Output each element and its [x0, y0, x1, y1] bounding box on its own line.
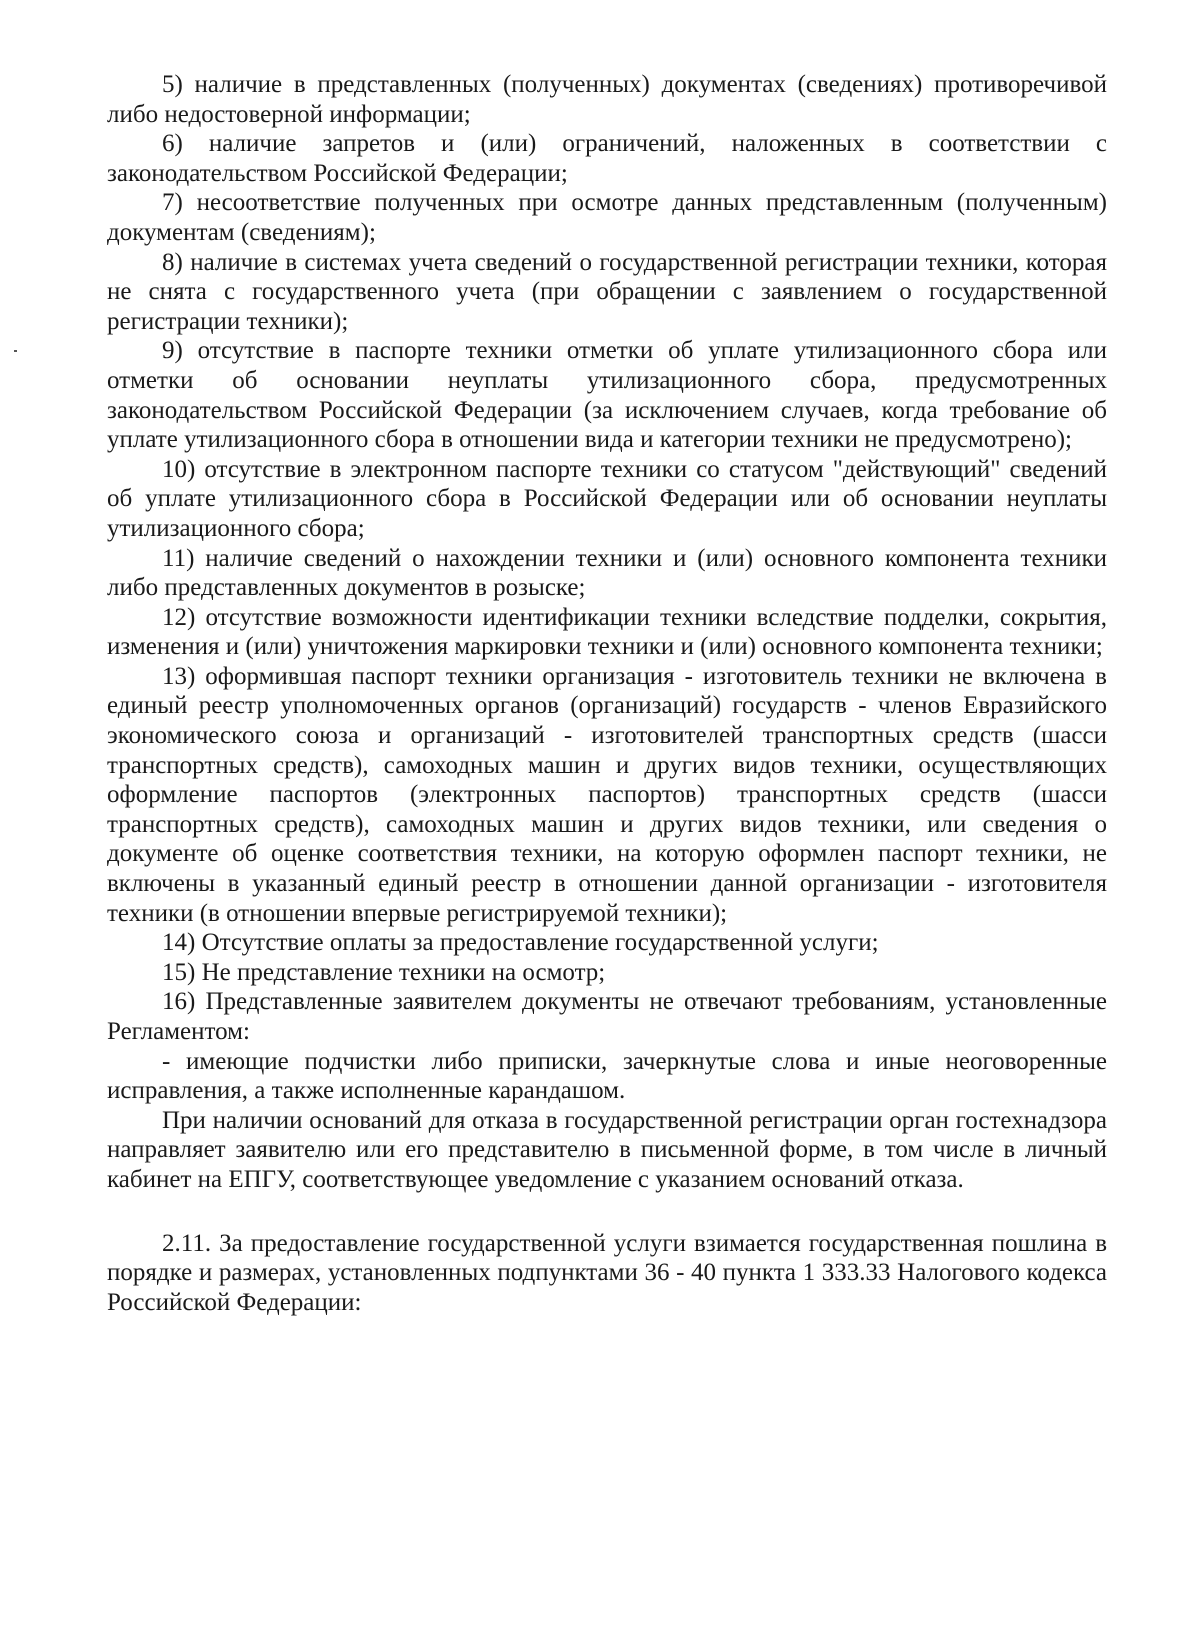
- item-13: 13) оформившая паспорт техники организация - изготовитель техники не включена в единый реестр уполномоченных органов (организаций) государств - членов Евразийского экономического союза и организаций - изготовителей транспортных средств (шасси транспортных средств), самоходных машин и других видов техники, осуществляющих оформление паспортов (электронных паспортов) транспортных средств (шасси транспортных средств), самоходных машин и других видов техники, или сведения о документе об оценке соответствия техники, на которую оформлен паспорт техники, не включены в указанный единый реестр в отношении данной организации - изготовителя техники (в отношении впервые регистрируемой техники);: [107, 662, 1107, 927]
- item-6: 6) наличие запретов и (или) ограничений, наложенных в соответствии с законодательством Российской Федерации;: [107, 130, 1107, 187]
- item-15: 15) Не представление техники на осмотр;: [162, 958, 606, 986]
- item-7: 7) несоответствие полученных при осмотре данных представленным (полученным) документам (сведениям);: [107, 189, 1107, 246]
- item-5: 5) наличие в представленных (полученных) документах (сведениях) противоречивой либо недостоверной информации;: [107, 71, 1107, 128]
- document-page: [107, 70, 1107, 1317]
- item-10: 10) отсутствие в электронном паспорте техники со статусом "действующий" сведений об уплате утилизационного сбора в Российской Федерации или об основании неуплаты утилизационного сбора;: [107, 455, 1107, 542]
- item-8: 8) наличие в системах учета сведений о государственной регистрации техники, которая не снята с государственного учета (при обращении с заявлением о государственной регистрации техники);: [107, 248, 1107, 335]
- section-2-11-paragraph: 2.11. За предоставление государственной услуги взимается государственная пошлина в порядке и размерах, установленных подпунктами 36 - 40 пункта 1 333.33 Налогового кодекса Российской Федерации:: [107, 1229, 1107, 1316]
- item-16: 16) Представленные заявителем документы не отвечают требованиям, установленные Регламентом:: [107, 988, 1107, 1045]
- item-12: 12) отсутствие возможности идентификации техники вследствие подделки, сокрытия, изменения и (или) уничтожения маркировки техники и (или) основного компонента техники;: [107, 603, 1107, 661]
- item-14: 14) Отсутствие оплаты за предоставление государственной услуги;: [162, 929, 879, 957]
- item-16-subitem: - имеющие подчистки либо приписки, зачеркнутые слова и иные неоговоренные исправления, а также исполненные карандашом.: [107, 1047, 1107, 1105]
- item-9: 9) отсутствие в паспорте техники отметки об уплате утилизационного сбора или отметки об основании неуплаты утилизационного сбора, предусмотренных законодательством Российской Федерации (за исключением случаев, когда требование об уплате утилизационного сбора в отношении вида и категории техники не предусмотрено);: [107, 337, 1107, 454]
- refusal-notice-paragraph: При наличии оснований для отказа в государственной регистрации орган гостехнадзора направляет заявителю или его представителю в письменной форме, в том числе в личный кабинет на ЕПГУ, соответствующее уведомление с указанием оснований отказа.: [107, 1106, 1107, 1193]
- scan-speck: [14, 350, 17, 352]
- item-11: 11) наличие сведений о нахождении техники и (или) основного компонента техники либо представленных документов в розыске;: [107, 544, 1107, 602]
- section-gap: [107, 1195, 1107, 1229]
